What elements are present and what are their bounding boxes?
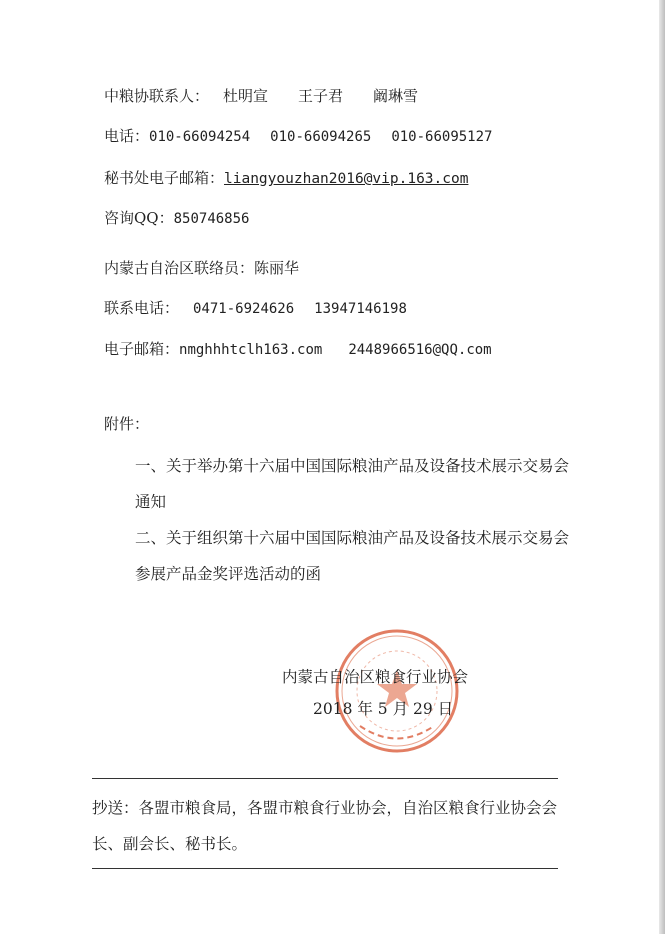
qq-label: 咨询QQ：	[104, 209, 174, 227]
secretariat-email-link[interactable]: liangyouzhan2016@vip.163.com	[224, 171, 469, 187]
nmg-liaison-line	[104, 258, 299, 278]
contact-name: 王子君	[298, 87, 344, 105]
contact-name: 杜明宣	[223, 87, 269, 105]
secretariat-email-label: 秘书处电子邮箱：	[104, 169, 225, 187]
nmg-phone-number: 13947146198	[314, 301, 407, 317]
contact-name: 阚琳雪	[373, 87, 419, 105]
qq-line	[104, 208, 249, 229]
phone-label: 电话：	[104, 127, 150, 145]
nmg-email-address[interactable]: nmghhhtclh163.com	[179, 342, 323, 358]
cc-text: 抄送：各盟市粮食局，各盟市粮食行业协会，自治区粮食行业协会会长、副会长、秘书长。	[92, 799, 558, 853]
attachments-heading: 附件：	[104, 415, 150, 433]
zhongliang-contacts-label: 中粮协联系人：	[104, 87, 210, 105]
attachment-item	[104, 520, 574, 592]
nmg-phone-number: 0471-6924626	[193, 301, 295, 317]
zhongliang-contacts-line	[104, 86, 418, 106]
phone-number: 010-66095127	[391, 129, 493, 145]
secretariat-email-line	[104, 168, 468, 189]
nmg-liaison-name: 陈丽华	[254, 259, 300, 277]
signature-org: 内蒙古自治区粮食行业协会	[282, 668, 469, 686]
phone-line	[104, 126, 492, 147]
signature-date: 2018 年 5 月 29 日	[313, 700, 454, 718]
official-seal-icon	[332, 626, 462, 756]
divider-top	[92, 778, 558, 779]
nmg-email-label: 电子邮箱：	[104, 340, 180, 358]
nmg-liaison-label: 内蒙古自治区联络员：	[104, 259, 255, 277]
qq-number: 850746856	[173, 211, 250, 227]
phone-number: 010-66094265	[270, 129, 372, 145]
nmg-email-address[interactable]: 2448966516@QQ.com	[348, 342, 492, 358]
attachment-item	[104, 448, 574, 520]
nmg-phone-line	[104, 298, 407, 319]
nmg-email-line	[104, 339, 492, 360]
nmg-phone-label: 联系电话：	[104, 299, 180, 317]
cc-block	[92, 790, 562, 862]
divider-bottom	[92, 868, 558, 869]
phone-number: 010-66094254	[149, 129, 251, 145]
page-edge-shadow	[659, 0, 665, 934]
attachment-text: 一、关于举办第十六届中国国际粮油产品及设备技术展示交易会通知	[135, 457, 570, 511]
attachment-text: 二、关于组织第十六届中国国际粮油产品及设备技术展示交易会参展产品金奖评选活动的函	[135, 529, 570, 583]
